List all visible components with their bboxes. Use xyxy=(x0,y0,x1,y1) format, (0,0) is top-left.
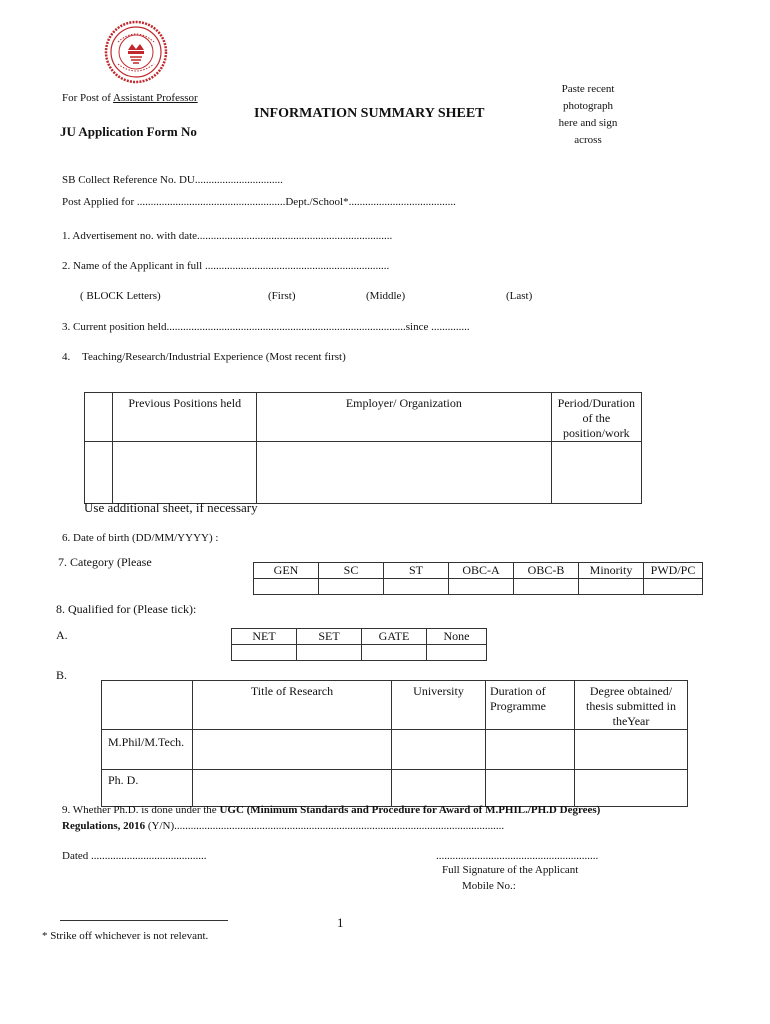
category-option: OBC-A xyxy=(449,563,514,579)
category-tick-cell[interactable] xyxy=(384,579,449,595)
advertisement-field[interactable]: 1. Advertisement no. with date....................................................................... xyxy=(62,230,393,242)
dated-field[interactable]: Dated .......................................... xyxy=(62,850,207,862)
category-option: Minority xyxy=(579,563,644,579)
ugc-regulations: Regulations, 2016 xyxy=(62,820,146,832)
category-option: PWD/PC xyxy=(644,563,703,579)
category-option: OBC-B xyxy=(514,563,579,579)
qualified-tick-cell[interactable] xyxy=(427,645,487,661)
experience-heading-number: 4. xyxy=(62,351,71,363)
qualified-part-a: A. xyxy=(56,628,68,642)
category-tick-cell[interactable] xyxy=(579,579,644,595)
photo-line: photograph xyxy=(562,100,614,112)
table-cell[interactable] xyxy=(551,442,641,504)
table-header: Title of Research xyxy=(193,681,392,730)
category-tick-cell[interactable] xyxy=(254,579,319,595)
table-header: Previous Positions held xyxy=(113,393,257,442)
post-applied-field[interactable]: Post Applied for ......................................................Dept./School*....................................... xyxy=(62,196,456,208)
category-tick-cell[interactable] xyxy=(319,579,384,595)
name-block-letters: ( BLOCK Letters) xyxy=(80,290,161,302)
dob-field[interactable]: 6. Date of birth (DD/MM/YYYY) : xyxy=(62,532,219,544)
mobile-label: Mobile No.: xyxy=(462,880,516,892)
university-seal-logo xyxy=(104,20,168,84)
category-label: 7. Category (Please xyxy=(58,555,152,569)
photo-line: across xyxy=(574,134,602,146)
table-row xyxy=(85,393,642,442)
table-cell[interactable] xyxy=(392,770,486,807)
ugc-bold: UGC (Minimum Standards and Procedure for Award of M.PHIL./PH.D Degrees) xyxy=(219,804,601,816)
post-prefix: For Post of xyxy=(62,92,114,104)
post-name: Assistant Professor xyxy=(113,92,198,104)
table-header: Duration of Programme xyxy=(486,681,575,730)
page-number: 1 xyxy=(337,915,344,930)
table-cell xyxy=(102,681,193,730)
table-cell[interactable] xyxy=(85,442,113,504)
table-header: Employer/ Organization xyxy=(257,393,552,442)
table-header: University xyxy=(392,681,486,730)
qualified-tick-cell[interactable] xyxy=(232,645,297,661)
table-cell[interactable] xyxy=(392,730,486,770)
table-header: Period/Duration of the position/work xyxy=(551,393,641,442)
signature-line[interactable]: ........................................................... xyxy=(436,850,599,862)
signature-label: Full Signature of the Applicant xyxy=(442,864,579,876)
category-tick-cell[interactable] xyxy=(449,579,514,595)
sb-collect-field[interactable]: SB Collect Reference No. DU................................ xyxy=(62,174,283,186)
additional-sheet-note: Use additional sheet, if necessary xyxy=(84,500,258,515)
table-cell[interactable] xyxy=(193,730,392,770)
post-line xyxy=(62,92,198,104)
category-option: GEN xyxy=(254,563,319,579)
qualified-label: 8. Qualified for (Please tick): xyxy=(56,602,197,616)
category-option: ST xyxy=(384,563,449,579)
table-cell[interactable] xyxy=(486,730,575,770)
table-cell[interactable] xyxy=(113,442,257,504)
table-cell[interactable] xyxy=(257,442,552,504)
ugc-prefix: 9. Whether Ph.D. is done under the xyxy=(62,804,220,816)
photo-line: Paste recent xyxy=(561,83,615,95)
qualified-option: SET xyxy=(297,629,362,645)
research-row-label: M.Phil/M.Tech. xyxy=(102,730,193,770)
research-table xyxy=(101,680,688,807)
current-position-field[interactable]: 3. Current position held.......................................................................................since .............. xyxy=(62,321,470,333)
form-no-label: JU Application Form No xyxy=(60,124,197,139)
table-row xyxy=(102,730,688,770)
qualified-option: NET xyxy=(232,629,297,645)
table-row xyxy=(102,681,688,730)
page-title: INFORMATION SUMMARY SHEET xyxy=(254,106,485,121)
experience-heading: Teaching/Research/Industrial Experience (Most recent first) xyxy=(82,351,346,363)
table-cell[interactable] xyxy=(193,770,392,807)
table-cell[interactable] xyxy=(486,770,575,807)
experience-table xyxy=(84,392,642,504)
ugc-answer-field[interactable]: (Y/N)........................................................................................................................ xyxy=(145,820,505,832)
name-last: (Last) xyxy=(506,290,533,302)
name-middle: (Middle) xyxy=(366,290,406,302)
qualified-tick-cell[interactable] xyxy=(297,645,362,661)
name-first: (First) xyxy=(268,290,296,302)
table-row xyxy=(102,770,688,807)
footnote-divider xyxy=(60,920,228,921)
table-row xyxy=(254,563,703,579)
table-cell[interactable] xyxy=(85,393,113,442)
qualified-part-b: B. xyxy=(56,668,68,682)
table-row xyxy=(232,645,487,661)
category-option: SC xyxy=(319,563,384,579)
category-tick-cell[interactable] xyxy=(644,579,703,595)
table-cell[interactable] xyxy=(575,730,688,770)
ugc-question-line1 xyxy=(62,804,600,816)
qualified-table xyxy=(231,628,487,661)
table-row xyxy=(85,442,642,504)
table-row xyxy=(232,629,487,645)
category-tick-cell[interactable] xyxy=(514,579,579,595)
category-table xyxy=(253,562,703,595)
photo-line: here and sign xyxy=(558,117,618,129)
photo-box-instructions xyxy=(548,81,628,149)
table-cell[interactable] xyxy=(575,770,688,807)
qualified-option: None xyxy=(427,629,487,645)
table-header: Degree obtained/ thesis submitted in theYear xyxy=(575,681,688,730)
research-row-label: Ph. D. xyxy=(102,770,193,807)
ugc-question-line2[interactable] xyxy=(62,820,504,832)
footnote: * Strike off whichever is not relevant. xyxy=(42,930,209,942)
applicant-name-field[interactable]: 2. Name of the Applicant in full ................................................................... xyxy=(62,260,390,272)
qualified-tick-cell[interactable] xyxy=(362,645,427,661)
qualified-option: GATE xyxy=(362,629,427,645)
table-row xyxy=(254,579,703,595)
